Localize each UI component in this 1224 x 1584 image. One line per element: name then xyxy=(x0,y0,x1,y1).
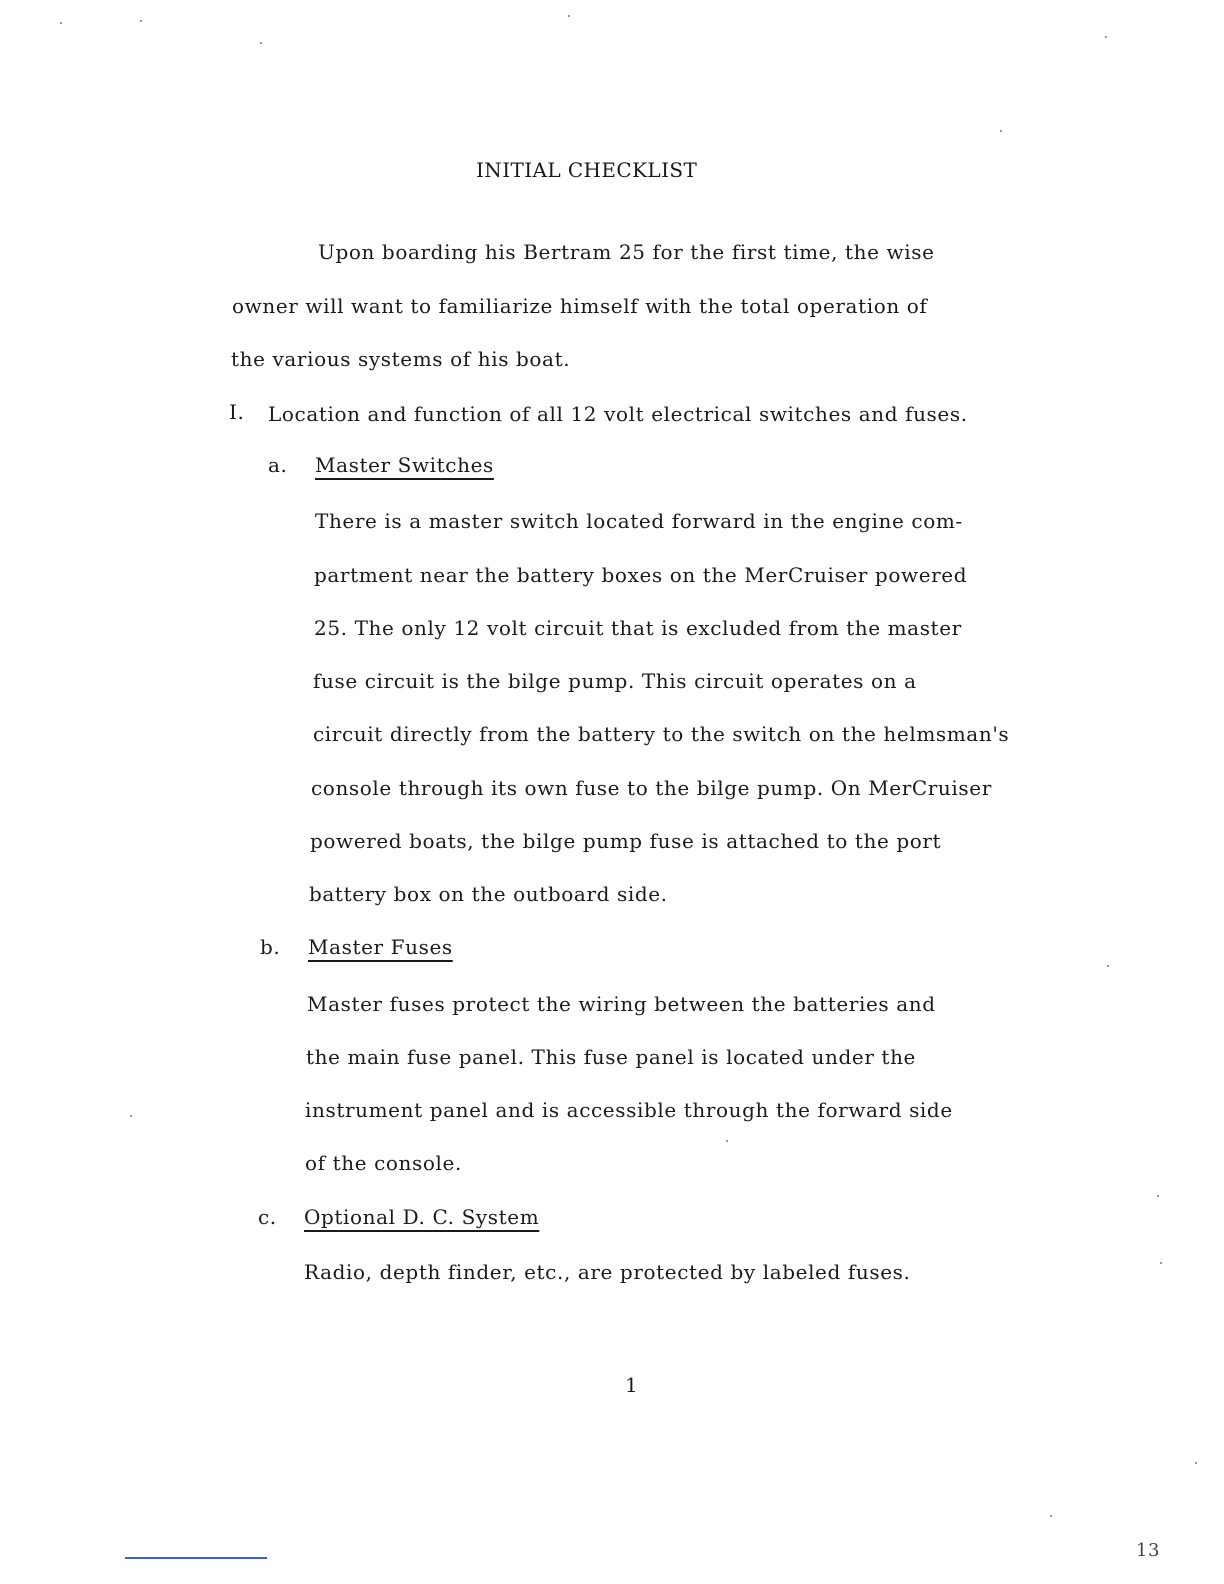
section-i-number: I. xyxy=(229,400,245,424)
item-a-heading: Master Switches xyxy=(315,453,494,477)
item-a-line: console through its own fuse to the bilge pump. On MerCruiser xyxy=(311,776,992,800)
section-i-heading: Location and function of all 12 volt electrical switches and fuses. xyxy=(268,402,968,426)
intro-line-2: owner will want to familiarize himself with the total operation of xyxy=(232,294,928,318)
scan-speck xyxy=(60,22,62,24)
item-c-marker: c. xyxy=(258,1205,277,1229)
scan-speck xyxy=(726,1140,728,1142)
item-a-line: 25. The only 12 volt circuit that is excluded from the master xyxy=(314,616,962,640)
page-number: 1 xyxy=(625,1373,639,1397)
item-a-line: circuit directly from the battery to the switch on the helmsman's xyxy=(313,722,1010,746)
item-a-line: battery box on the outboard side. xyxy=(309,882,668,906)
scan-speck xyxy=(568,15,570,17)
scan-speck xyxy=(1107,965,1109,967)
item-c-line: Radio, depth finder, etc., are protected by labeled fuses. xyxy=(304,1260,911,1284)
page-title: INITIAL CHECKLIST xyxy=(476,158,698,182)
item-b-line: Master fuses protect the wiring between the batteries and xyxy=(307,992,936,1016)
item-b-heading: Master Fuses xyxy=(308,935,453,959)
scan-speck xyxy=(1105,36,1107,38)
item-a-line: fuse circuit is the bilge pump. This circuit operates on a xyxy=(313,669,917,693)
item-a-line: There is a master switch located forward in the engine com- xyxy=(315,509,963,533)
scan-speck xyxy=(260,42,262,44)
scan-speck xyxy=(1195,1462,1197,1464)
corner-mark: 13 xyxy=(1136,1540,1161,1561)
item-c-heading: Optional D. C. System xyxy=(304,1205,540,1229)
item-b-line: the main fuse panel. This fuse panel is located under the xyxy=(306,1045,916,1069)
scan-speck xyxy=(1157,1195,1159,1197)
item-a-marker: a. xyxy=(268,453,288,477)
intro-line-1: Upon boarding his Bertram 25 for the first time, the wise xyxy=(318,240,935,264)
intro-line-3: the various systems of his boat. xyxy=(231,347,571,371)
item-b-line: instrument panel and is accessible through the forward side xyxy=(305,1098,953,1122)
scan-speck xyxy=(1050,1515,1052,1517)
scan-speck xyxy=(140,20,142,22)
scan-speck xyxy=(1000,130,1002,132)
item-b-marker: b. xyxy=(260,935,281,959)
scan-speck xyxy=(1160,1262,1162,1264)
edge-rule xyxy=(125,1557,267,1559)
item-a-line: powered boats, the bilge pump fuse is attached to the port xyxy=(310,829,942,853)
item-b-line: of the console. xyxy=(305,1151,462,1175)
item-a-line: partment near the battery boxes on the MerCruiser powered xyxy=(314,563,968,587)
scan-speck xyxy=(130,1115,132,1117)
